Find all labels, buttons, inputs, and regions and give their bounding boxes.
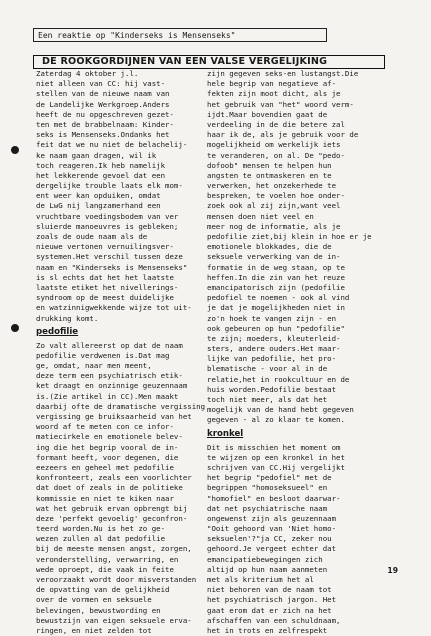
text-line: ongewenst zijn als geuzennaam	[207, 513, 337, 523]
text-line: emotionele blokkades, die de	[207, 242, 332, 252]
left-column	[36, 69, 212, 636]
left-intro-text	[36, 69, 212, 324]
text-line: ringen, en niet zelden tot	[36, 625, 152, 635]
text-line: seks is Mensenseks.Ondanks het	[36, 130, 170, 140]
text-line: heffen.In die zin van het reuze	[207, 272, 345, 282]
text-line: met als kriterium het al	[207, 575, 314, 584]
right-column	[207, 69, 383, 636]
text-line: pedofilie ziet,bij klein in hoe er je	[207, 232, 372, 241]
text-line: emancipatorisch zijn (pedofilie	[207, 282, 345, 292]
text-line: ge, omdat, naar men meent,	[36, 361, 152, 371]
text-line: belevingen, bewustwording en	[36, 605, 161, 615]
text-line: gegeven - al zo klaar te komen.	[207, 415, 345, 425]
text-line: verwerken, het onzekerhede te	[207, 181, 337, 191]
text-line: wede oproept, die vaak in feite	[36, 564, 174, 574]
text-line: syndroom op de meest duidelijke	[36, 293, 174, 303]
right-intro-text	[207, 69, 383, 426]
text-line: formant heeft, voor degenen, die	[36, 452, 179, 462]
text-line: vruchtbare voedingsbodem van ver	[36, 211, 179, 221]
text-line: gaat erom dat er zich na het	[207, 605, 332, 615]
section-heading-kronkel: kronkel	[207, 428, 244, 439]
text-line: Zo valt allereerst op dat de naam	[36, 340, 183, 350]
text-line: mogelijk van de hand hebt gegeven	[207, 405, 354, 415]
text-line: Zaterdag 4 oktober j.l.	[36, 69, 139, 78]
text-line: huis worden.Pedofilie bestaat	[207, 384, 337, 394]
text-line: deze 'perfekt gevoelig' geconfron-	[36, 513, 188, 523]
section-heading-pedofilie: pedofilie	[36, 326, 79, 337]
text-line: seksuelen'?"ja CC, zeker nou	[207, 534, 332, 544]
text-line: en watzinnigwekkende wijze tot uit-	[36, 303, 192, 313]
text-line: sters, andere ouders.Het maar-	[207, 344, 341, 354]
text-line: zoek ook al zij zijn,want veel	[207, 201, 341, 211]
text-line: wezen zullen al dat pedofilie	[36, 534, 166, 544]
text-line: mogelijkheid om werkelijk iets	[207, 140, 341, 150]
text-line: ket draagt en onzinnige geuzennaam	[36, 381, 188, 391]
text-line: zijn gegeven seks-en lustangst.Die	[207, 69, 359, 78]
text-line: niet behoren van de naam tot	[207, 585, 332, 595]
text-line: veroorzaakt wordt door misverstanden	[36, 575, 197, 584]
text-line: het in trots en zelfrespekt	[207, 625, 328, 635]
text-line: te zijn; moeders, kleuterleid-	[207, 333, 341, 343]
text-line: ijdt.Maar bovendien gaat de	[207, 109, 328, 119]
text-line: ing die het begrip vooral de in-	[36, 442, 179, 452]
text-line: de opvatting van de gelijkheid	[36, 585, 170, 595]
text-line: het begrip "pedofiel" met de	[207, 473, 332, 483]
text-line: stellen van de nieuwe naam van	[36, 89, 170, 99]
text-line: heeft de nu opgeschreven gezet-	[36, 109, 174, 119]
page-number: 19	[387, 566, 398, 575]
punch-hole-mark	[11, 324, 19, 332]
text-line: kommissie en niet te kiken naar	[36, 493, 174, 503]
text-line: altijd op hun naam aanmeten	[207, 564, 328, 574]
article-title: DE ROOKGORDIJNEN VAN EEN VALSE VERGELIJKING	[33, 55, 385, 69]
text-line: lijke van pedofilie, het pro-	[207, 354, 337, 364]
text-line: bespreken, te voelen hoe onder-	[207, 191, 345, 201]
text-line: zo'n hoek te vangen zijn - en	[207, 313, 337, 323]
text-line: zoals de oude naam als de	[36, 232, 148, 241]
text-line: het lekkerende gevoel dat een	[36, 170, 166, 180]
text-line: dat net psychiatrische naam	[207, 503, 328, 513]
text-line: toch niet meer, als dat het	[207, 395, 328, 404]
text-line: seksuele verwerking van de in-	[207, 252, 341, 262]
text-line: drukking komt.	[36, 313, 99, 323]
text-line: laatste etiket het nivellerings-	[36, 282, 179, 292]
text-line: toch reageren.Ik heb namelijk	[36, 160, 166, 170]
text-line: woord af te meten con ce infor-	[36, 422, 174, 432]
text-line: angsten te ontmaskeren en te	[207, 170, 332, 180]
text-line: ook gebeuren op hun "pedofilie"	[207, 323, 345, 333]
text-line: deze term een psychiatrisch etik-	[36, 371, 183, 381]
text-line: de Landelijke Werkgroep.Anders	[36, 99, 170, 109]
text-line: veronderstelling, verwarring, en	[36, 554, 179, 564]
text-line: dergelijke trouble laats elk mom-	[36, 181, 183, 191]
text-line: pedofilie verdwenen is.Dat mag	[36, 350, 170, 360]
text-line: relatie,het in rookcultuur en de	[207, 374, 350, 384]
text-line: emancipatiebewegingen zich	[207, 554, 323, 564]
text-line: formatie in de weg staan, op te	[207, 262, 345, 272]
text-line: blematische - voor al in de	[207, 364, 328, 374]
reaction-reference-box: Een reaktie op "Kinderseks is Mensenseks"	[33, 28, 327, 42]
text-line: ke naam gaan dragen, wil ik	[36, 150, 157, 160]
text-line: feit dat we nu niet de belachelij-	[36, 140, 188, 150]
text-line: konfronteert, zeals een voorlichter	[36, 473, 192, 483]
text-line: Dit is misschien het moment om	[207, 442, 341, 452]
text-line: haar ik de, als je gebruik voor de	[207, 130, 359, 140]
text-line: naam en "Kinderseks is Mensenseks"	[36, 262, 188, 272]
text-line: fekten zijn moot dicht, als je	[207, 89, 341, 99]
text-line: het gebruik van "het" woord verm-	[207, 99, 354, 109]
text-line: mensen doen niet veel en	[207, 211, 314, 221]
text-line: afschaffen van een schuldnaam,	[207, 615, 341, 625]
text-line: het psychiatrisch jargon. Het	[207, 595, 337, 605]
text-line: systemen.Het verschil tussen deze	[36, 252, 183, 262]
text-line: "Ooit gehoord van 'Niet homo-	[207, 524, 337, 534]
text-line: "homofiel" en besloot daarwar-	[207, 493, 341, 503]
text-line: is sl echts dat het het laatste	[36, 272, 174, 282]
text-line: hele begrip van negatieve af-	[207, 79, 337, 89]
text-line: nieuwe vertonen vernuilingsver-	[36, 242, 174, 252]
text-line: te wijzen op een kronkel in het	[207, 452, 345, 462]
pedofilie-section-text	[36, 341, 212, 636]
punch-hole-mark	[11, 146, 19, 154]
text-line: begrippen "homoseksueel" en	[207, 483, 328, 493]
text-line: je dat je mogelijkheden niet in	[207, 303, 345, 313]
text-line: de LwG nij langzamerhand een	[36, 201, 161, 211]
text-line: daarbij ofte de dramatische vergissing	[36, 401, 206, 411]
text-line: bewustzijn van eigen seksuele erva-	[36, 615, 192, 625]
text-line: te veranderen, on al. De "pedo-	[207, 150, 345, 160]
text-line: verdeeling in de die betere zal	[207, 119, 345, 129]
text-line: wat het gebruik ervan opbrengt bij	[36, 503, 188, 513]
text-line: meer nog de informatie, als je	[207, 221, 341, 231]
text-line: schrijven van CC.Hij vergelijkt	[207, 462, 345, 472]
text-line: teerd worden.Nu is het zo ge-	[36, 524, 166, 534]
text-line: dat doet of zeals in de politieke	[36, 483, 183, 493]
text-line: vergissing ge bruiksaarheid van het	[36, 412, 192, 421]
text-line: is.(Zie artikel in CC).Men maakt	[36, 391, 179, 401]
text-line: ent weer kan opduiken, omdat	[36, 191, 161, 201]
text-line: over de vormen en seksuele	[36, 595, 152, 605]
text-line: ten met de brabbelnaam: Kinder-	[36, 119, 174, 129]
text-line: niet alleen van CC: hij vast-	[36, 79, 166, 89]
text-line: eezeers en geheel met pedofilie	[36, 462, 174, 472]
kronkel-section-text	[207, 443, 383, 636]
text-line: bij de meeste mensen angst, zorgen,	[36, 544, 192, 554]
text-line: dofoob" mensen te helpen hun	[207, 160, 332, 170]
text-line: matiecirkele en emotionele belev-	[36, 432, 183, 442]
text-line: pedofiel te noemen - ook al vind	[207, 293, 350, 303]
text-line: gehoord.Je vergeet echter dat	[207, 544, 337, 554]
text-line: sluierde manoeuvres is gebleken;	[36, 221, 179, 231]
